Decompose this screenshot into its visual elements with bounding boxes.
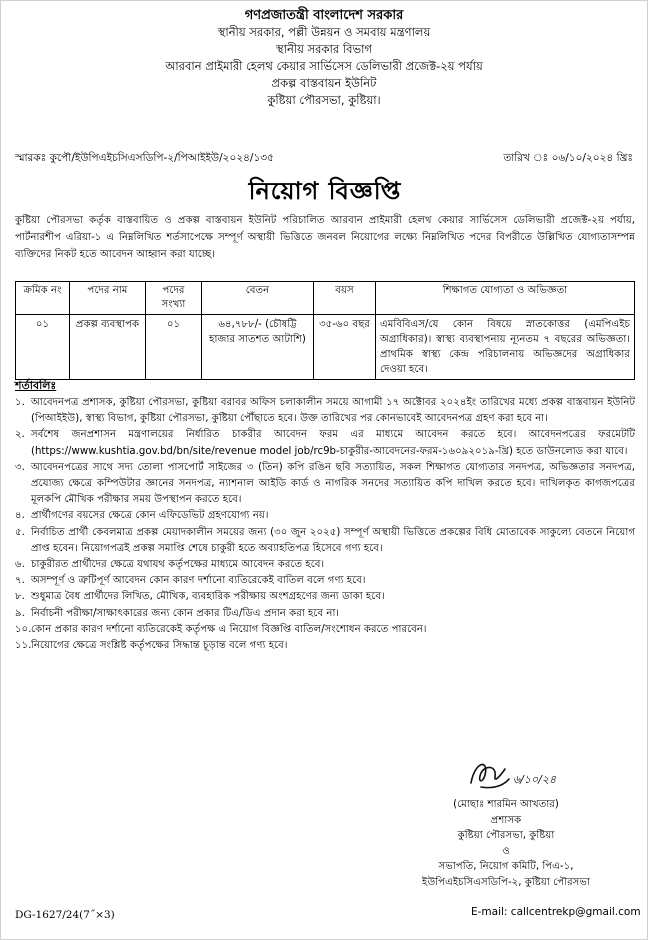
condition-number: ২. bbox=[15, 429, 25, 441]
condition-text: সর্বশেষ জনপ্রশাসন মন্ত্রণালয়ের নির্ধারিত চাকরীর আবেদন ফরম এর মাধ্যমে আবেদন করতে হবে। আবেদনপত্রের ফরমেটটি (https://www.kushtia.gov.bd/bn/site/revenue model job/rc9b-চাকুরীর-আবেদনের-ফরম-১৬০৯২০১৯-খ্রি) হতে ডাউনলোড করা যাবে। bbox=[31, 429, 635, 457]
header-qualification: শিক্ষাগত যোগ্যতা ও অভিজ্ঞতা bbox=[376, 282, 635, 315]
conditions-list bbox=[15, 395, 635, 654]
list-item bbox=[15, 622, 635, 638]
dg-code: DG-1627/24(7˝×3) bbox=[15, 909, 115, 921]
condition-number: ৮. bbox=[15, 591, 25, 603]
list-item bbox=[15, 573, 635, 589]
government-name: গণপ্রজাতন্ত্রী বাংলাদেশ সরকার bbox=[244, 8, 404, 23]
header-count: পদের সংখ্যা bbox=[146, 282, 202, 315]
condition-text: নির্বাচিত প্রার্থী কেবলমাত্র প্রকল্প মেয়াদকালীন সময়ের জন্য (৩০ জুন ২০২৫) সম্পূর্ণ অস্থায়ী ভিত্তিতে প্রকল্পের বিধি মোতাবেক সাকুল্যে বেতনে নিয়োগ প্রাপ্ত হবেন। নিয়োগপত্রই প্রকল্প সমাপ্তি শেষে চাকুরী হতে অব্যাহতিপত্র হিসেবে গণ্য হবে। bbox=[31, 526, 635, 554]
notice-title: নিয়োগ বিজ্ঞপ্তি bbox=[248, 177, 402, 205]
signatory-office-2: ইউপিএইচসিএসডিপি-২, কুষ্টিয়া পৌরসভা bbox=[422, 876, 590, 888]
ministry-name: স্থানীয় সরকার, পল্লী উন্নয়ন ও সমবায় মন্ত্রণালয় bbox=[217, 25, 431, 39]
memo-ref: স্মারকঃ কুপৌ/ইউপিএইচসিএসডিপি-২/পিআইইউ/২০২৪/১৩৫ bbox=[15, 152, 274, 164]
cell-age: ৩৫-৬০ বছর bbox=[314, 315, 376, 380]
signatory-conjunction: ও bbox=[502, 845, 510, 857]
condition-text: চাকুরীরত প্রার্থীদের ক্ষেত্রে যথাযথ কর্তৃপক্ষের মাধ্যমে আবেদন করতে হবে। bbox=[31, 559, 325, 571]
signature-date: ৬/১০/২৪ bbox=[513, 773, 557, 786]
signatory-designation: প্রশাসক bbox=[490, 814, 522, 826]
condition-number: ৬. bbox=[15, 559, 25, 571]
condition-number: ১০. bbox=[15, 623, 32, 635]
condition-text: কোন প্রকার কারণ দর্শানো ব্যতিরেকেই কর্তৃপক্ষ এ নিয়োগ বিজ্ঞপ্তি বাতিল/সংশোধন করতে পারবেন। bbox=[31, 623, 427, 635]
conditions-title: শর্তাবলিঃ bbox=[15, 379, 57, 392]
condition-number: ৯. bbox=[15, 607, 25, 619]
project-name: আরবান প্রাইমারী হেলথ কেয়ার সার্ভিসেস ডেলিভারী প্রজেক্ট-২য় পর্যায় bbox=[165, 59, 483, 73]
header bbox=[1, 7, 647, 109]
condition-number: ৭. bbox=[15, 575, 25, 587]
cell-serial: ০১ bbox=[16, 315, 70, 380]
table-row bbox=[16, 315, 635, 380]
contact-email: E-mail: callcentrekp@gmail.com bbox=[471, 906, 641, 918]
condition-number: ১. bbox=[15, 397, 25, 408]
condition-text: শুধুমাত্র বৈধ প্রার্থীদের লিখিত, মৌখিক, ব্যবহারিক পরীক্ষায় অংশগ্রহণের জন্য ডাকা হবে। bbox=[31, 591, 385, 603]
signature-mark bbox=[441, 753, 571, 795]
cell-post: প্রকল্প ব্যবস্থাপক bbox=[70, 315, 146, 380]
memo-row bbox=[15, 151, 633, 167]
condition-text: নির্বাচনী পরীক্ষা/সাক্ষাৎকারের জন্য কোন প্রকার টিএ/ডিএ প্রদান করা হবে না। bbox=[31, 607, 340, 619]
cell-qualification: এমবিবিএস/যে কোন বিষয়ে স্নাতকোত্তর (এমপিএইচ অগ্রাধিকার)। স্বাস্থ্য ব্যবস্থাপনায় ন্যূনতম ৭ বছরের অভিজ্ঞতা। প্রাথমিক স্বাস্থ্য কেন্দ্র পরিচালনায় অভিজ্ঞদের অগ্রাধিকার দেওয়া হবে। bbox=[376, 315, 635, 380]
condition-number: ৪. bbox=[15, 510, 25, 522]
list-item bbox=[15, 606, 635, 622]
condition-number: ৫. bbox=[15, 526, 25, 538]
list-item bbox=[15, 638, 635, 654]
list-item bbox=[15, 557, 635, 573]
condition-text: প্রার্থীগণের বয়সের ক্ষেত্রে কোন এফিডেভিট গ্রহণযোগ্য নয়। bbox=[31, 510, 269, 522]
list-item bbox=[15, 427, 635, 459]
division-name: স্থানীয় সরকার বিভাগ bbox=[276, 42, 372, 56]
intro-paragraph: কুষ্টিয়া পৌরসভা কর্তৃক বাস্তবায়িত ও প্রকল্প বাস্তবায়ন ইউনিট পরিচালিত আরবান প্রাইমারী হেলথ কেয়ার সার্ভিসেস ডেলিভারী প্রজেক্ট-২য় পর্যায়, পার্টনারশীপ এরিয়া-১ এ নিম্নলিখিত শর্তসাপেক্ষে সম্পূর্ণ অস্থায়ী ভিত্তিতে জনবল নিয়োগের লক্ষ্যে নিম্নলিখিত পদের বিপরীতে উল্লিখিত যোগ্যতাসম্পন্ন ব্যক্তিদের নিকট হতে আবেদন আহ্বান করা যাচ্ছে। bbox=[15, 215, 635, 260]
cell-count: ০১ bbox=[146, 315, 202, 380]
list-item bbox=[15, 508, 635, 524]
condition-number: ১১. bbox=[15, 640, 32, 652]
header-serial: ক্রমিক নং bbox=[16, 282, 70, 315]
table-header-row bbox=[16, 282, 635, 315]
signatory-role: সভাপতি, নিয়োগ কমিটি, পিএ-১, bbox=[438, 861, 574, 872]
office-name: কুষ্টিয়া পৌরসভা, কুষ্টিয়া। bbox=[267, 93, 381, 107]
condition-text: আবেদনপত্রের সাথে সদ্য তোলা পাসপোর্ট সাইজের ৩ (তিন) কপি রঙিন ছবি সত্যায়িত, সকল শিক্ষাগত যোগ্যতার সনদপত্র, অভিজ্ঞতার সনদপত্র, প্রযোজ্য ক্ষেত্রে কম্পিউটার জ্ঞানের সনদপত্র, ন্যাশনাল আইডি কার্ড ও নাগরিক সনদের সত্যায়িত কপি দাখিল করতে হবে। দাখিলকৃত কাগজপত্রের মূলকপি মৌখিক পরীক্ষার সময় উপস্থাপন করতে হবে। bbox=[31, 461, 635, 506]
condition-text: আবেদনপত্র প্রশাসক, কুষ্টিয়া পৌরসভা, কুষ্টিয়া বরাবর অফিস চলাকালীন সময়ে আগামী ১৭ অক্টোবর ২০২৪ইং তারিখের মধ্যে প্রকল্প বাস্তবায়ন ইউনিট (পিআইইউ), স্বাস্থ্য বিভাগ, কুষ্টিয়া পৌরসভা, কুষ্টিয়া পৌঁছাতে হবে। উক্ত তারিখের পর কোনভাবেই আবেদনপত্র গ্রহণ করা হবে না। bbox=[31, 397, 635, 425]
signatory-office: কুষ্টিয়া পৌরসভা, কুষ্টিয়া bbox=[457, 830, 555, 841]
posts-table bbox=[15, 281, 635, 380]
condition-text: নিয়োগের ক্ষেত্রে সংশ্লিষ্ট কর্তৃপক্ষের সিদ্ধান্ত চূড়ান্ত বলে গণ্য হবে। bbox=[31, 640, 288, 652]
header-salary: বেতন bbox=[202, 282, 314, 315]
signature-text bbox=[406, 797, 606, 890]
header-post: পদের নাম bbox=[70, 282, 146, 315]
signature-block bbox=[406, 753, 606, 890]
list-item bbox=[15, 525, 635, 557]
condition-text: অসম্পূর্ণ ও ত্রুটিপূর্ণ আবেদন কোন কারণ দর্শানো ব্যতিরেকেই বাতিল বলে গণ্য হবে। bbox=[31, 575, 366, 587]
signatory-name: (মোছাঃ শারমিন আখতার) bbox=[453, 799, 559, 810]
memo-date: তারিখ ঃ ০৬/১০/২০২৪ খ্রিঃ bbox=[503, 152, 633, 164]
list-item bbox=[15, 589, 635, 605]
condition-number: ৩. bbox=[15, 461, 25, 473]
cell-salary: ৬৪,৭৮৮/- (চৌষট্টি হাজার সাতশত আটাশি) bbox=[202, 315, 314, 380]
list-item bbox=[15, 460, 635, 509]
list-item bbox=[15, 395, 635, 427]
header-age: বয়স bbox=[314, 282, 376, 315]
unit-name: প্রকল্প বাস্তবায়ন ইউনিট bbox=[271, 76, 377, 90]
